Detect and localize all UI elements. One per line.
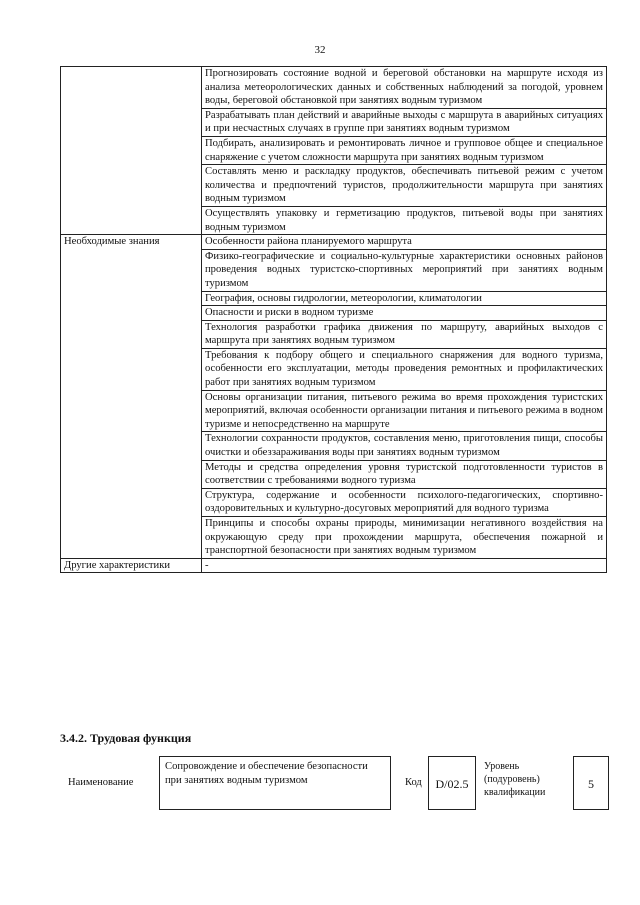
- level-label: Уровень (подуровень) квалификации: [484, 761, 546, 798]
- table-cell: Разрабатывать план действий и аварийные выходы с маршрута в аварийных ситуациях и при несчастных случаях в группе при занятиях водным туризмом: [202, 108, 607, 136]
- table-cell: Осуществлять упаковку и герметизацию продуктов, питьевой воды при занятиях водным туризмом: [202, 206, 607, 234]
- row-label: [61, 67, 202, 235]
- table-cell: Методы и средства определения уровня туристской подготовленности туристов в соответствии с требованиями водного туризма: [202, 460, 607, 488]
- table-cell: Технология разработки графика движения по маршруту, аварийных выходов с маршрута при занятиях водным туризмом: [202, 320, 607, 348]
- table-cell: Принципы и способы охраны природы, минимизации негативного воздействия на окружающую среду при прохождении маршрута, обеспечения пожарной и транспортной безопасности при занятиях водным туризмом: [202, 517, 607, 559]
- table-cell: Подбирать, анализировать и ремонтировать личное и групповое общее и специальное снаряжение с учетом сложности маршрута при занятиях водным туризмом: [202, 136, 607, 164]
- table-cell: Требования к подбору общего и специального снаряжения для водного туризма, особенности его эксплуатации, методы проведения ремонтных и профилактических работ при занятиях водным туризмом: [202, 348, 607, 390]
- name-label: Наименование: [68, 777, 134, 788]
- table-cell: Составлять меню и раскладку продуктов, обеспечивать питьевой режим с учетом количества и предпочтений туристов, продолжительности маршрута при занятиях водным туризмом: [202, 165, 607, 207]
- table-cell: Технологии сохранности продуктов, составления меню, приготовления пищи, способы очистки и обеззараживания воды при занятиях водным туризмом: [202, 432, 607, 460]
- table-row: [61, 67, 607, 109]
- function-name-box: Сопровождение и обеспечение безопасности при занятиях водным туризмом: [159, 756, 391, 810]
- table-cell: Опасности и риски в водном туризме: [202, 306, 607, 321]
- table-cell: Прогнозировать состояние водной и береговой обстановки на маршруте исходя из анализа метеорологических данных и собственных наблюдений за погодой, уровнем воды, береговой обстановкой при занятиях водным туризмом: [202, 67, 607, 109]
- qualification-level-box: 5: [573, 756, 609, 810]
- table-row: [61, 558, 607, 573]
- table-cell: -: [202, 558, 607, 573]
- function-code-box: D/02.5: [428, 756, 476, 810]
- section-heading: 3.4.2. Трудовая функция: [60, 731, 192, 745]
- row-label: Другие характеристики: [61, 558, 202, 573]
- row-label: Необходимые знания: [61, 235, 202, 559]
- knowledge-skills-table: [60, 66, 607, 573]
- code-label: Код: [405, 777, 422, 788]
- page-number: 32: [314, 44, 326, 56]
- table-cell: Основы организации питания, питьевого режима во время прохождения туристских мероприятий, включая особенности организации питания и питьевого режима в водном туризме и непосредственно на маршруте: [202, 390, 607, 432]
- table-cell: Физико-географические и социально-культурные характеристики основных районов проведения водных туристско-спортивных мероприятий при занятиях водным туризмом: [202, 249, 607, 291]
- table-cell: Структура, содержание и особенности психолого-педагогических, спортивно-оздоровительных и культурно-досуговых мероприятий для водного туризма: [202, 488, 607, 516]
- table-cell: Особенности района планируемого маршрута: [202, 235, 607, 250]
- table-cell: География, основы гидрологии, метеорологии, климатологии: [202, 291, 607, 306]
- table-row: [61, 235, 607, 250]
